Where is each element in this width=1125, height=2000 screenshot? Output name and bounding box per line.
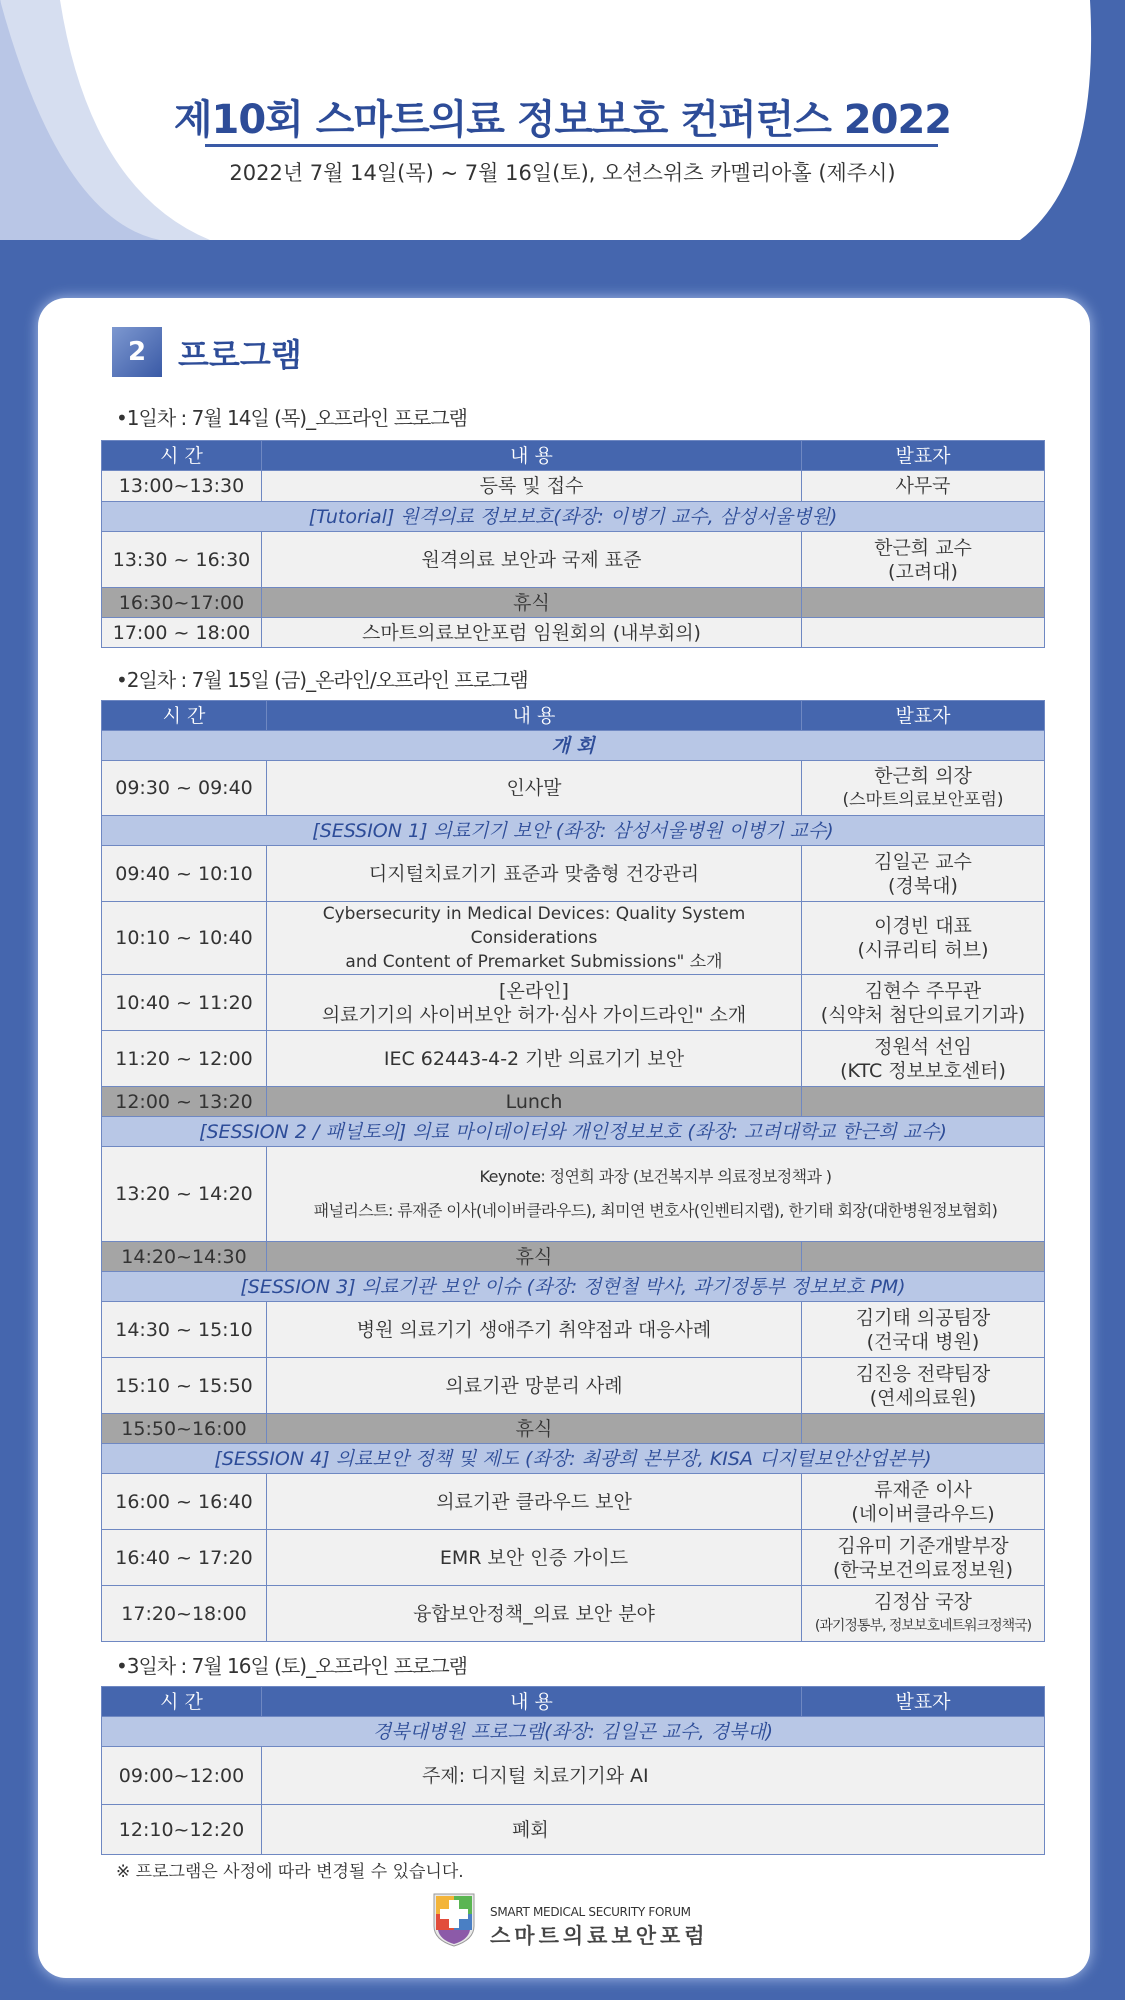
speaker-affiliation: (고려대) xyxy=(888,560,958,583)
content-cell: 디지털치료기기 표준과 맞춤형 건강관리 xyxy=(267,846,802,902)
section-title: 프로그램 xyxy=(178,336,302,374)
session-title: 경북대병원 프로그램(좌장: 김일곤 교수, 경북대) xyxy=(102,1717,1045,1747)
speaker-affiliation: (시큐리티 허브) xyxy=(857,939,989,961)
opening-title: 개 회 xyxy=(102,731,1045,761)
empty-cell xyxy=(802,1242,1045,1272)
session-title: [SESSION 1] 의료기기 보안 (좌장: 삼성서울병원 이병기 교수) xyxy=(102,816,1045,846)
day1-table xyxy=(101,440,1045,648)
time-cell: 16:30~17:00 xyxy=(102,588,262,618)
break-row xyxy=(102,588,1045,618)
time-cell: 13:00~13:30 xyxy=(102,471,262,502)
table-row xyxy=(102,761,1045,816)
content-line: 의료기기의 사이버보안 허가·심사 가이드라인" 소개 xyxy=(321,1003,747,1026)
speaker-name: 김일곤 교수 xyxy=(874,850,972,873)
session-row xyxy=(102,731,1045,761)
content-cell: 스마트의료보안포럼 임원회의 (내부회의) xyxy=(262,618,802,648)
speaker-cell xyxy=(802,1586,1045,1642)
day3-table xyxy=(101,1686,1045,1855)
content-cell: EMR 보안 인증 가이드 xyxy=(267,1530,802,1586)
time-cell: 09:30 ~ 09:40 xyxy=(102,761,267,816)
table-row xyxy=(102,975,1045,1031)
time-cell: 13:20 ~ 14:20 xyxy=(102,1147,267,1242)
content-cell: 융합보안정책_의료 보안 분야 xyxy=(267,1586,802,1642)
time-cell: 16:00 ~ 16:40 xyxy=(102,1474,267,1530)
speaker-name: 한근희 교수 xyxy=(874,536,972,559)
table-row xyxy=(102,471,1045,502)
time-cell: 10:10 ~ 10:40 xyxy=(102,902,267,975)
session-title: [Tutorial] 원격의료 정보보호(좌장: 이병기 교수, 삼성서울병원) xyxy=(102,502,1045,532)
content-line: and Content of Premarket Submissions" 소개 xyxy=(345,952,723,972)
speaker-cell xyxy=(802,846,1045,902)
col-speaker: 발표자 xyxy=(802,701,1045,731)
content-cell: Lunch xyxy=(267,1087,802,1117)
col-speaker: 발표자 xyxy=(802,441,1045,471)
speaker-name: 이경빈 대표 xyxy=(874,915,972,937)
col-time: 시 간 xyxy=(102,1687,262,1717)
speaker-affiliation: (연세의료원) xyxy=(869,1386,977,1409)
speaker-cell xyxy=(802,902,1045,975)
speaker-name: 김정삼 국장 xyxy=(874,1590,972,1613)
content-cell: IEC 62443-4-2 기반 의료기기 보안 xyxy=(267,1031,802,1087)
table-row xyxy=(102,1031,1045,1087)
time-cell: 16:40 ~ 17:20 xyxy=(102,1530,267,1586)
logo-korean-name: 스마트의료보안포럼 xyxy=(490,1924,709,1948)
table-header-row xyxy=(102,1687,1045,1717)
table-row xyxy=(102,1530,1045,1586)
speaker-cell: 사무국 xyxy=(802,471,1045,502)
content-cell: 병원 의료기기 생애주기 취약점과 대응사례 xyxy=(267,1302,802,1358)
time-cell: 12:00 ~ 13:20 xyxy=(102,1087,267,1117)
title-underline xyxy=(205,144,938,147)
time-cell: 13:30 ~ 16:30 xyxy=(102,532,262,588)
speaker-affiliation: (경북대) xyxy=(888,874,958,897)
col-speaker: 발표자 xyxy=(802,1687,1045,1717)
table-header-row xyxy=(102,441,1045,471)
content-cell: 휴식 xyxy=(267,1414,802,1444)
panel-cell xyxy=(267,1147,1045,1242)
table-row xyxy=(102,618,1045,648)
forum-logo-icon xyxy=(430,1890,478,1948)
speaker-name: 정원석 선임 xyxy=(874,1035,972,1058)
empty-cell xyxy=(802,1087,1045,1117)
table-row xyxy=(102,1586,1045,1642)
speaker-name: 김기태 의공팀장 xyxy=(855,1306,991,1329)
speaker-cell xyxy=(802,975,1045,1031)
content-cell: 주제: 디지털 치료기기와 AI xyxy=(262,1747,1045,1805)
session-row xyxy=(102,1117,1045,1147)
day2-label: •2일차 : 7월 15일 (금)_온라인/오프라인 프로그램 xyxy=(116,668,528,692)
table-row xyxy=(102,532,1045,588)
content-cell: 의료기관 클라우드 보안 xyxy=(267,1474,802,1530)
table-row xyxy=(102,1747,1045,1805)
day2-table xyxy=(101,700,1045,1642)
time-cell: 09:40 ~ 10:10 xyxy=(102,846,267,902)
content-line: [온라인] xyxy=(499,979,569,1002)
col-content: 내 용 xyxy=(262,1687,802,1717)
session-row xyxy=(102,502,1045,532)
speaker-name: 한근희 의장 xyxy=(874,765,972,787)
panelist-line: 패널리스트: 류재준 이사(네이버클라우드), 최미연 변호사(인벤티지랩), 한기태 회장(대한병원정보협회) xyxy=(313,1201,998,1220)
section-number: 2 xyxy=(112,327,162,377)
session-row xyxy=(102,1717,1045,1747)
speaker-cell xyxy=(802,1474,1045,1530)
speaker-name: 김진응 전략팀장 xyxy=(855,1362,991,1385)
table-row xyxy=(102,1147,1045,1242)
speaker-cell xyxy=(802,1530,1045,1586)
session-title: [SESSION 2 / 패널토의] 의료 마이데이터와 개인정보보호 (좌장: 고려대학교 한근희 교수) xyxy=(102,1117,1045,1147)
table-row xyxy=(102,1805,1045,1855)
empty-cell xyxy=(802,588,1045,618)
content-cell: 원격의료 보안과 국제 표준 xyxy=(262,532,802,588)
table-row xyxy=(102,902,1045,975)
speaker-name: 류재준 이사 xyxy=(874,1478,972,1501)
content-cell: 의료기관 망분리 사례 xyxy=(267,1358,802,1414)
event-date-location: 2022년 7월 14일(목) ~ 7월 16일(토), 오션스위츠 카멜리아홀 (제주시) xyxy=(229,161,896,185)
break-row xyxy=(102,1414,1045,1444)
speaker-name: 김현수 주무관 xyxy=(864,979,982,1002)
speaker-cell xyxy=(802,532,1045,588)
time-cell: 11:20 ~ 12:00 xyxy=(102,1031,267,1087)
time-cell: 14:20~14:30 xyxy=(102,1242,267,1272)
day3-label: •3일차 : 7월 16일 (토)_오프라인 프로그램 xyxy=(116,1654,467,1678)
content-cell xyxy=(267,902,802,975)
speaker-name: 김유미 기준개발부장 xyxy=(837,1534,1009,1557)
session-title: [SESSION 3] 의료기관 보안 이슈 (좌장: 정현철 박사, 과기정통부 정보보호 PM) xyxy=(102,1272,1045,1302)
table-row xyxy=(102,846,1045,902)
content-cell: 폐회 xyxy=(262,1805,1045,1855)
content-cell: 휴식 xyxy=(262,588,802,618)
table-header-row xyxy=(102,701,1045,731)
page-title: 제10회 스마트의료 정보보호 컨퍼런스 2022 xyxy=(173,97,952,143)
speaker-cell xyxy=(802,1031,1045,1087)
time-cell: 09:00~12:00 xyxy=(102,1747,262,1805)
keynote-line: Keynote: 정연희 과장 (보건복지부 의료정보정책과 ) xyxy=(479,1167,832,1186)
empty-cell xyxy=(802,1414,1045,1444)
speaker-affiliation: (네이버클라우드) xyxy=(851,1502,995,1525)
day1-label: •1일차 : 7월 14일 (목)_오프라인 프로그램 xyxy=(116,406,467,430)
session-title: [SESSION 4] 의료보안 정책 및 제도 (좌장: 최광희 본부장, KISA 디지털보안산업본부) xyxy=(102,1444,1045,1474)
content-cell xyxy=(267,975,802,1031)
time-cell: 17:20~18:00 xyxy=(102,1586,267,1642)
time-cell: 15:10 ~ 15:50 xyxy=(102,1358,267,1414)
speaker-affiliation: (식약처 첨단의료기기과) xyxy=(820,1003,1026,1026)
break-row xyxy=(102,1242,1045,1272)
col-time: 시 간 xyxy=(102,701,267,731)
content-cell: 인사말 xyxy=(267,761,802,816)
time-cell: 10:40 ~ 11:20 xyxy=(102,975,267,1031)
content-cell: 휴식 xyxy=(267,1242,802,1272)
content-cell: 등록 및 접수 xyxy=(262,471,802,502)
speaker-affiliation: (건국대 병원) xyxy=(866,1330,980,1353)
table-row xyxy=(102,1358,1045,1414)
col-time: 시 간 xyxy=(102,441,262,471)
table-row xyxy=(102,1302,1045,1358)
time-cell: 14:30 ~ 15:10 xyxy=(102,1302,267,1358)
time-cell: 17:00 ~ 18:00 xyxy=(102,618,262,648)
col-content: 내 용 xyxy=(267,701,802,731)
table-row xyxy=(102,1474,1045,1530)
col-content: 내 용 xyxy=(262,441,802,471)
empty-cell xyxy=(802,618,1045,648)
speaker-affiliation: (한국보건의료정보원) xyxy=(832,1558,1013,1581)
session-row xyxy=(102,816,1045,846)
speaker-affiliation: (KTC 정보보호센터) xyxy=(840,1059,1006,1082)
speaker-affiliation: (과기정통부, 정보보호네트워크정책국) xyxy=(814,1617,1032,1634)
speaker-cell xyxy=(802,761,1045,816)
session-row xyxy=(102,1272,1045,1302)
content-line: Cybersecurity in Medical Devices: Quality System Considerations xyxy=(322,904,746,948)
speaker-cell xyxy=(802,1302,1045,1358)
change-notice: ※ 프로그램은 사정에 따라 변경될 수 있습니다. xyxy=(116,1862,464,1882)
speaker-cell xyxy=(802,1358,1045,1414)
time-cell: 15:50~16:00 xyxy=(102,1414,267,1444)
time-cell: 12:10~12:20 xyxy=(102,1805,262,1855)
logo-english-name: SMART MEDICAL SECURITY FORUM xyxy=(490,1905,691,1919)
speaker-affiliation: (스마트의료보안포럼) xyxy=(842,790,1004,810)
session-row xyxy=(102,1444,1045,1474)
lunch-row xyxy=(102,1087,1045,1117)
